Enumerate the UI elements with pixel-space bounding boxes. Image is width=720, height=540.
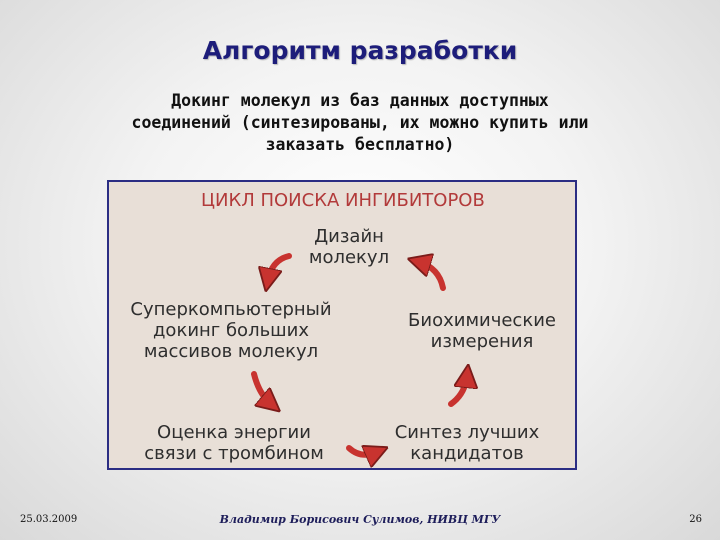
cycle-arrows bbox=[109, 182, 575, 468]
arrow-to-energy-icon bbox=[254, 374, 271, 404]
subtitle-line: Докинг молекул из баз данных доступных bbox=[171, 91, 549, 110]
subtitle-line: соединений (синтезированы, их можно купить или bbox=[131, 113, 589, 132]
subtitle-line: заказать бесплатно) bbox=[265, 135, 455, 154]
arrow-to-docking-icon bbox=[268, 256, 289, 280]
footer-page-number: 26 bbox=[689, 514, 702, 525]
node-line: связи с тромбином bbox=[144, 443, 324, 464]
arrow-to-biochem-icon bbox=[451, 376, 467, 404]
node-line: докинг больших bbox=[152, 320, 310, 341]
node-line: Оценка энергии bbox=[157, 422, 311, 443]
footer-author: Владимир Борисович Сулимов, НИВЦ МГУ bbox=[219, 513, 501, 526]
cycle-title: ЦИКЛ ПОИСКА ИНГИБИТОРОВ bbox=[201, 190, 485, 211]
node-line: массивов молекул bbox=[143, 341, 319, 362]
node-line: Дизайн bbox=[314, 226, 384, 247]
node-line: кандидатов bbox=[410, 443, 524, 464]
node-line: Суперкомпьютерный bbox=[130, 299, 332, 320]
node-line: Биохимические bbox=[408, 310, 556, 331]
node-line: Синтез лучших bbox=[394, 422, 540, 443]
arrow-to-design-icon bbox=[419, 262, 443, 288]
arrow-to-synthesis-icon bbox=[349, 448, 377, 455]
footer-date: 25.03.2009 bbox=[20, 514, 78, 525]
slide-title: Алгоритм разработки bbox=[202, 36, 518, 65]
node-line: молекул bbox=[308, 247, 390, 268]
slide-subtitle bbox=[40, 90, 680, 156]
node-line: измерения bbox=[430, 331, 534, 352]
inhibitor-search-cycle-diagram bbox=[107, 180, 577, 470]
